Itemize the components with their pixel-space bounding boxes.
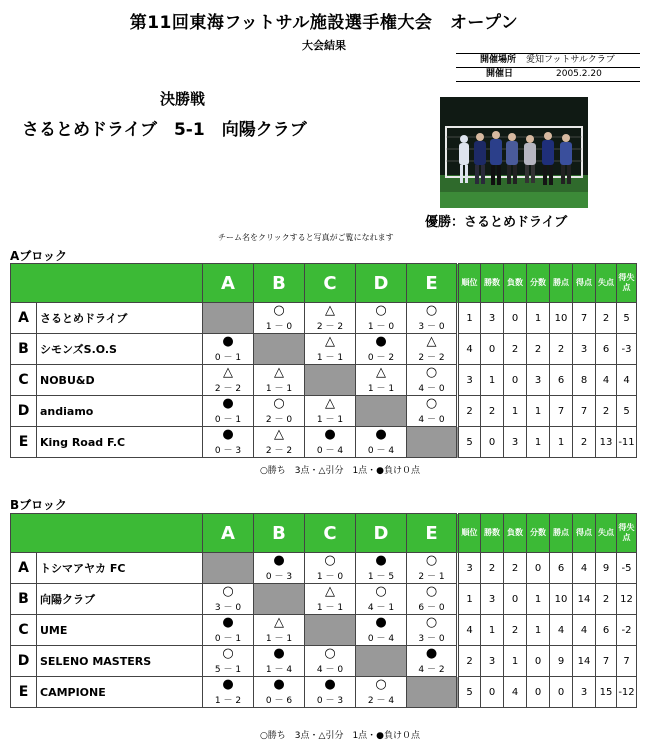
match-result-cell [203, 427, 254, 458]
stat-value: -11 [617, 427, 637, 458]
match-result-cell [305, 646, 356, 677]
match-score: 0 － 4 [367, 446, 395, 456]
result-symbol: △ [376, 365, 386, 380]
stat-value: 6 [596, 334, 617, 365]
column-header: B [254, 264, 305, 303]
result-symbol: ● [222, 677, 234, 692]
result-symbol: △ [274, 365, 284, 380]
match-result-cell [203, 396, 254, 427]
event-info [456, 53, 640, 82]
stat-header: 分数 [527, 264, 550, 303]
stat-value: 5 [617, 396, 637, 427]
date-value: 2005.2.20 [556, 69, 602, 79]
stat-value: 2 [504, 553, 527, 584]
result-symbol: ● [375, 615, 387, 630]
team-photo-graphic [440, 97, 588, 208]
result-symbol: ○ [425, 396, 438, 411]
page-title: 第11回東海フットサル施設選手権大会 オープン [129, 13, 519, 33]
stat-value: 9 [550, 646, 573, 677]
match-result-cell [254, 303, 305, 334]
result-symbol: ○ [375, 303, 387, 318]
stat-header: 勝点 [550, 514, 573, 553]
team-row [11, 365, 637, 396]
match-score: 4 － 0 [418, 384, 445, 394]
match-result-cell [407, 396, 458, 427]
result-symbol: △ [325, 303, 335, 318]
stat-value: 0 [527, 677, 550, 708]
stat-value: 4 [573, 615, 596, 646]
match-result-cell [407, 553, 458, 584]
match-score: 0 － 1 [214, 353, 242, 363]
match-result-cell [254, 677, 305, 708]
match-score: 4 － 2 [418, 665, 445, 675]
stat-value: 1 [481, 365, 504, 396]
diagonal-cell [407, 427, 458, 458]
column-header: A [203, 514, 254, 553]
match-result-cell [356, 615, 407, 646]
stat-value: 2 [596, 303, 617, 334]
match-score: 4 － 0 [316, 665, 344, 675]
result-symbol: ● [222, 615, 234, 630]
match-score: 0 － 3 [316, 696, 344, 706]
stat-value: 0 [481, 427, 504, 458]
match-result-cell [254, 553, 305, 584]
team-letter: D [11, 396, 37, 427]
block-a-table [10, 263, 637, 458]
stat-value: 1 [458, 584, 481, 615]
column-header: C [305, 264, 356, 303]
stat-value: 8 [573, 365, 596, 396]
team-name-link[interactable]: andiamo [37, 396, 203, 427]
match-score: 0 － 4 [316, 446, 344, 456]
result-symbol: △ [274, 427, 284, 442]
block-a-legend: ○勝ち 3点・△引分 1点・●負け０点 [259, 466, 421, 476]
diagonal-cell [356, 396, 407, 427]
team-row [11, 584, 637, 615]
stat-value: 6 [596, 615, 617, 646]
column-header: D [356, 264, 407, 303]
match-score: 2 － 0 [265, 415, 293, 425]
stat-value: -2 [617, 615, 637, 646]
stat-header: 負数 [504, 514, 527, 553]
stat-value: 4 [458, 334, 481, 365]
block-b-table [10, 513, 637, 708]
match-result-cell [356, 427, 407, 458]
stat-value: 5 [617, 303, 637, 334]
match-result-cell [407, 365, 458, 396]
stat-value: 4 [573, 553, 596, 584]
result-symbol: △ [426, 334, 437, 349]
team-letter: C [11, 615, 37, 646]
stat-value: 1 [527, 303, 550, 334]
stat-value: 2 [550, 334, 573, 365]
match-result-cell [356, 365, 407, 396]
stat-value: 0 [481, 677, 504, 708]
match-score: 1 － 1 [316, 603, 344, 613]
team-letter: E [11, 427, 37, 458]
match-score: 2 － 2 [316, 322, 344, 332]
result-symbol: ○ [425, 584, 438, 599]
team-row [11, 646, 637, 677]
match-result-cell [305, 553, 356, 584]
match-result-cell [203, 646, 254, 677]
block-a-label: Aブロック [10, 249, 68, 263]
match-result-cell [356, 584, 407, 615]
diagonal-cell [305, 615, 356, 646]
diagonal-cell [356, 646, 407, 677]
stat-value: 10 [550, 584, 573, 615]
match-result-cell [305, 396, 356, 427]
stat-value: 0 [527, 646, 550, 677]
diagonal-cell [305, 365, 356, 396]
team-name-link[interactable]: UME [37, 615, 203, 646]
match-score: 1 － 0 [316, 572, 344, 582]
stat-value: 6 [550, 553, 573, 584]
result-symbol: ● [222, 427, 234, 442]
team-letter: A [11, 303, 37, 334]
match-score: 2 － 1 [418, 572, 445, 582]
result-symbol: ● [375, 427, 387, 442]
stat-value: 2 [504, 615, 527, 646]
stat-header: 得失点 [617, 264, 637, 303]
match-result-cell [305, 303, 356, 334]
match-result-cell [407, 584, 458, 615]
match-result-cell [203, 334, 254, 365]
stat-value: 3 [458, 553, 481, 584]
stat-value: 2 [573, 427, 596, 458]
header-row [11, 514, 637, 553]
match-score: 3 － 0 [418, 634, 445, 644]
stat-value: 3 [481, 646, 504, 677]
stat-value: 0 [550, 677, 573, 708]
team-photo[interactable] [440, 97, 588, 208]
stat-value: 14 [573, 646, 596, 677]
diagonal-cell [203, 303, 254, 334]
stat-header: 得点 [573, 264, 596, 303]
final-result: さるとめドライブ 5-1 向陽クラブ [22, 120, 307, 140]
stat-value: 13 [596, 427, 617, 458]
stat-value: 1 [504, 396, 527, 427]
stat-value: 4 [596, 365, 617, 396]
stat-value: 2 [504, 334, 527, 365]
result-symbol: ○ [425, 303, 438, 318]
result-symbol: △ [325, 334, 335, 349]
stat-header: 負数 [504, 264, 527, 303]
match-score: 2 － 2 [214, 384, 242, 394]
stat-value: 9 [596, 553, 617, 584]
team-name-link[interactable]: トシマアヤカ FC [37, 553, 203, 584]
stat-value: 1 [527, 427, 550, 458]
stat-value: 3 [573, 677, 596, 708]
match-score: 1 － 4 [265, 665, 293, 675]
team-name-link[interactable]: SELENO MASTERS [37, 646, 203, 677]
team-row [11, 303, 637, 334]
stat-value: -5 [617, 553, 637, 584]
stat-value: 1 [550, 427, 573, 458]
match-result-cell [305, 677, 356, 708]
stat-header: 勝数 [481, 264, 504, 303]
stat-value: 7 [573, 396, 596, 427]
stat-header: 勝数 [481, 514, 504, 553]
header-blank [11, 514, 203, 553]
match-result-cell [254, 396, 305, 427]
match-score: 1 － 1 [265, 384, 293, 394]
result-symbol: ● [324, 427, 336, 442]
result-symbol: ● [425, 646, 438, 661]
match-result-cell [407, 646, 458, 677]
result-symbol: △ [325, 584, 335, 599]
match-score: 0 － 3 [265, 572, 293, 582]
match-result-cell [407, 303, 458, 334]
stat-value: 3 [481, 584, 504, 615]
match-score: 0 － 1 [214, 634, 242, 644]
result-symbol: △ [274, 615, 284, 630]
match-result-cell [407, 615, 458, 646]
match-result-cell [254, 365, 305, 396]
stat-value: 2 [481, 396, 504, 427]
result-symbol: ○ [324, 646, 336, 661]
final-label: 決勝戦 [160, 90, 206, 108]
result-symbol: ○ [425, 553, 438, 568]
result-symbol: ○ [273, 303, 285, 318]
stat-header: 分数 [527, 514, 550, 553]
stat-header: 得失点 [617, 514, 637, 553]
stat-value: 0 [504, 365, 527, 396]
team-name-link[interactable]: King Road F.C [37, 427, 203, 458]
match-score: 1 － 0 [367, 322, 395, 332]
result-symbol: ○ [375, 677, 387, 692]
date-key: 開催日 [486, 69, 514, 79]
stat-value: 1 [527, 396, 550, 427]
stat-value: 2 [481, 553, 504, 584]
stat-value: 4 [550, 615, 573, 646]
result-symbol: ○ [425, 615, 438, 630]
column-header: C [305, 514, 356, 553]
diagonal-cell [254, 584, 305, 615]
match-score: 1 － 1 [316, 353, 344, 363]
column-header: D [356, 514, 407, 553]
stat-header: 失点 [596, 264, 617, 303]
team-letter: B [11, 584, 37, 615]
team-letter: D [11, 646, 37, 677]
stat-header: 勝点 [550, 264, 573, 303]
block-b-label: Bブロック [10, 498, 67, 512]
header-row [11, 264, 637, 303]
result-symbol: △ [325, 396, 335, 411]
team-letter: E [11, 677, 37, 708]
match-result-cell [254, 615, 305, 646]
stat-value: 3 [573, 334, 596, 365]
result-symbol: ● [375, 334, 387, 349]
diagonal-cell [203, 553, 254, 584]
result-symbol: ● [222, 396, 234, 411]
result-symbol: ● [324, 677, 336, 692]
stat-value: -3 [617, 334, 637, 365]
stat-value: -12 [617, 677, 637, 708]
stat-value: 5 [458, 677, 481, 708]
stat-value: 7 [573, 303, 596, 334]
venue-value: 愛知フットサルクラブ [526, 55, 615, 65]
stat-value: 2 [527, 334, 550, 365]
stat-header: 失点 [596, 514, 617, 553]
stat-value: 14 [573, 584, 596, 615]
stat-value: 0 [481, 334, 504, 365]
match-score: 0 － 2 [367, 353, 395, 363]
stat-value: 7 [617, 646, 637, 677]
match-result-cell [203, 584, 254, 615]
stat-value: 6 [550, 365, 573, 396]
diagonal-cell [254, 334, 305, 365]
result-symbol: ○ [222, 584, 234, 599]
stat-value: 4 [617, 365, 637, 396]
match-result-cell [254, 427, 305, 458]
result-symbol: △ [223, 365, 233, 380]
match-score: 0 － 1 [214, 415, 242, 425]
stat-value: 10 [550, 303, 573, 334]
match-score: 3 － 0 [214, 603, 242, 613]
column-header: E [407, 514, 458, 553]
stat-value: 12 [617, 584, 637, 615]
match-result-cell [407, 334, 458, 365]
match-result-cell [203, 677, 254, 708]
match-score: 1 － 2 [214, 696, 242, 706]
stat-value: 1 [527, 584, 550, 615]
stat-value: 0 [504, 584, 527, 615]
venue-key: 開催場所 [480, 55, 517, 65]
winner-label: 優勝：さるとめドライブ [425, 215, 568, 230]
team-row [11, 427, 637, 458]
match-score: 0 － 4 [367, 634, 395, 644]
result-symbol: ○ [273, 396, 285, 411]
team-name-link[interactable]: シモンズS.O.S [37, 334, 203, 365]
stat-value: 15 [596, 677, 617, 708]
stat-value: 7 [596, 646, 617, 677]
stat-value: 5 [458, 427, 481, 458]
stat-value: 4 [504, 677, 527, 708]
header-blank [11, 264, 203, 303]
stat-value: 7 [550, 396, 573, 427]
team-letter: B [11, 334, 37, 365]
stat-value: 3 [527, 365, 550, 396]
team-name-link[interactable]: CAMPIONE [37, 677, 203, 708]
page-subtitle: 大会結果 [302, 39, 346, 52]
result-symbol: ● [273, 677, 285, 692]
result-symbol: ● [273, 553, 285, 568]
match-score: 1 － 1 [367, 384, 395, 394]
team-name-link[interactable]: さるとめドライブ [37, 303, 203, 334]
match-score: 1 － 1 [265, 634, 293, 644]
result-symbol: ○ [324, 553, 336, 568]
team-letter: C [11, 365, 37, 396]
team-row [11, 396, 637, 427]
match-result-cell [356, 303, 407, 334]
team-letter: A [11, 553, 37, 584]
venue-row [456, 53, 640, 67]
match-score: 6 － 0 [418, 603, 445, 613]
diagonal-cell [407, 677, 458, 708]
stat-value: 2 [458, 646, 481, 677]
team-row [11, 677, 637, 708]
team-name-link[interactable]: 向陽クラブ [37, 584, 203, 615]
stat-header: 得点 [573, 514, 596, 553]
match-score: 2 － 2 [418, 353, 445, 363]
block-b-legend: ○勝ち 3点・△引分 1点・●負け０点 [259, 731, 421, 741]
result-symbol: ○ [222, 646, 234, 661]
stat-value: 1 [504, 646, 527, 677]
column-header: B [254, 514, 305, 553]
stat-value: 2 [596, 584, 617, 615]
stat-value: 0 [504, 303, 527, 334]
result-symbol: ● [375, 553, 387, 568]
team-name-link[interactable]: NOBU&D [37, 365, 203, 396]
match-result-cell [305, 427, 356, 458]
match-score: 1 － 0 [265, 322, 293, 332]
stat-value: 2 [458, 396, 481, 427]
stat-value: 1 [481, 615, 504, 646]
stat-value: 3 [481, 303, 504, 334]
result-symbol: ● [273, 646, 285, 661]
team-row [11, 553, 637, 584]
column-header: A [203, 264, 254, 303]
match-score: 4 － 1 [367, 603, 395, 613]
match-result-cell [254, 646, 305, 677]
result-symbol: ○ [425, 365, 438, 380]
result-symbol: ● [222, 334, 234, 349]
click-note: チーム名をクリックすると写真がご覧になれます [218, 233, 394, 242]
stat-value: 4 [458, 615, 481, 646]
match-result-cell [356, 677, 407, 708]
team-row [11, 615, 637, 646]
match-score: 3 － 0 [418, 322, 445, 332]
stat-header: 順位 [458, 264, 481, 303]
match-result-cell [203, 365, 254, 396]
match-result-cell [203, 615, 254, 646]
match-score: 1 － 1 [316, 415, 344, 425]
stat-value: 0 [527, 553, 550, 584]
match-score: 2 － 2 [265, 446, 293, 456]
match-score: 5 － 1 [214, 665, 242, 675]
match-score: 0 － 6 [265, 696, 293, 706]
match-score: 2 － 4 [367, 696, 395, 706]
match-result-cell [305, 334, 356, 365]
stat-value: 3 [504, 427, 527, 458]
stat-value: 3 [458, 365, 481, 396]
stat-value: 1 [458, 303, 481, 334]
match-score: 0 － 3 [214, 446, 242, 456]
stat-header: 順位 [458, 514, 481, 553]
team-row [11, 334, 637, 365]
match-result-cell [356, 334, 407, 365]
stat-value: 1 [527, 615, 550, 646]
column-header: E [407, 264, 458, 303]
result-symbol: ○ [375, 584, 387, 599]
date-row [456, 67, 640, 82]
match-score: 4 － 0 [418, 415, 445, 425]
match-result-cell [356, 553, 407, 584]
match-score: 1 － 5 [367, 572, 395, 582]
stat-value: 2 [596, 396, 617, 427]
match-result-cell [305, 584, 356, 615]
